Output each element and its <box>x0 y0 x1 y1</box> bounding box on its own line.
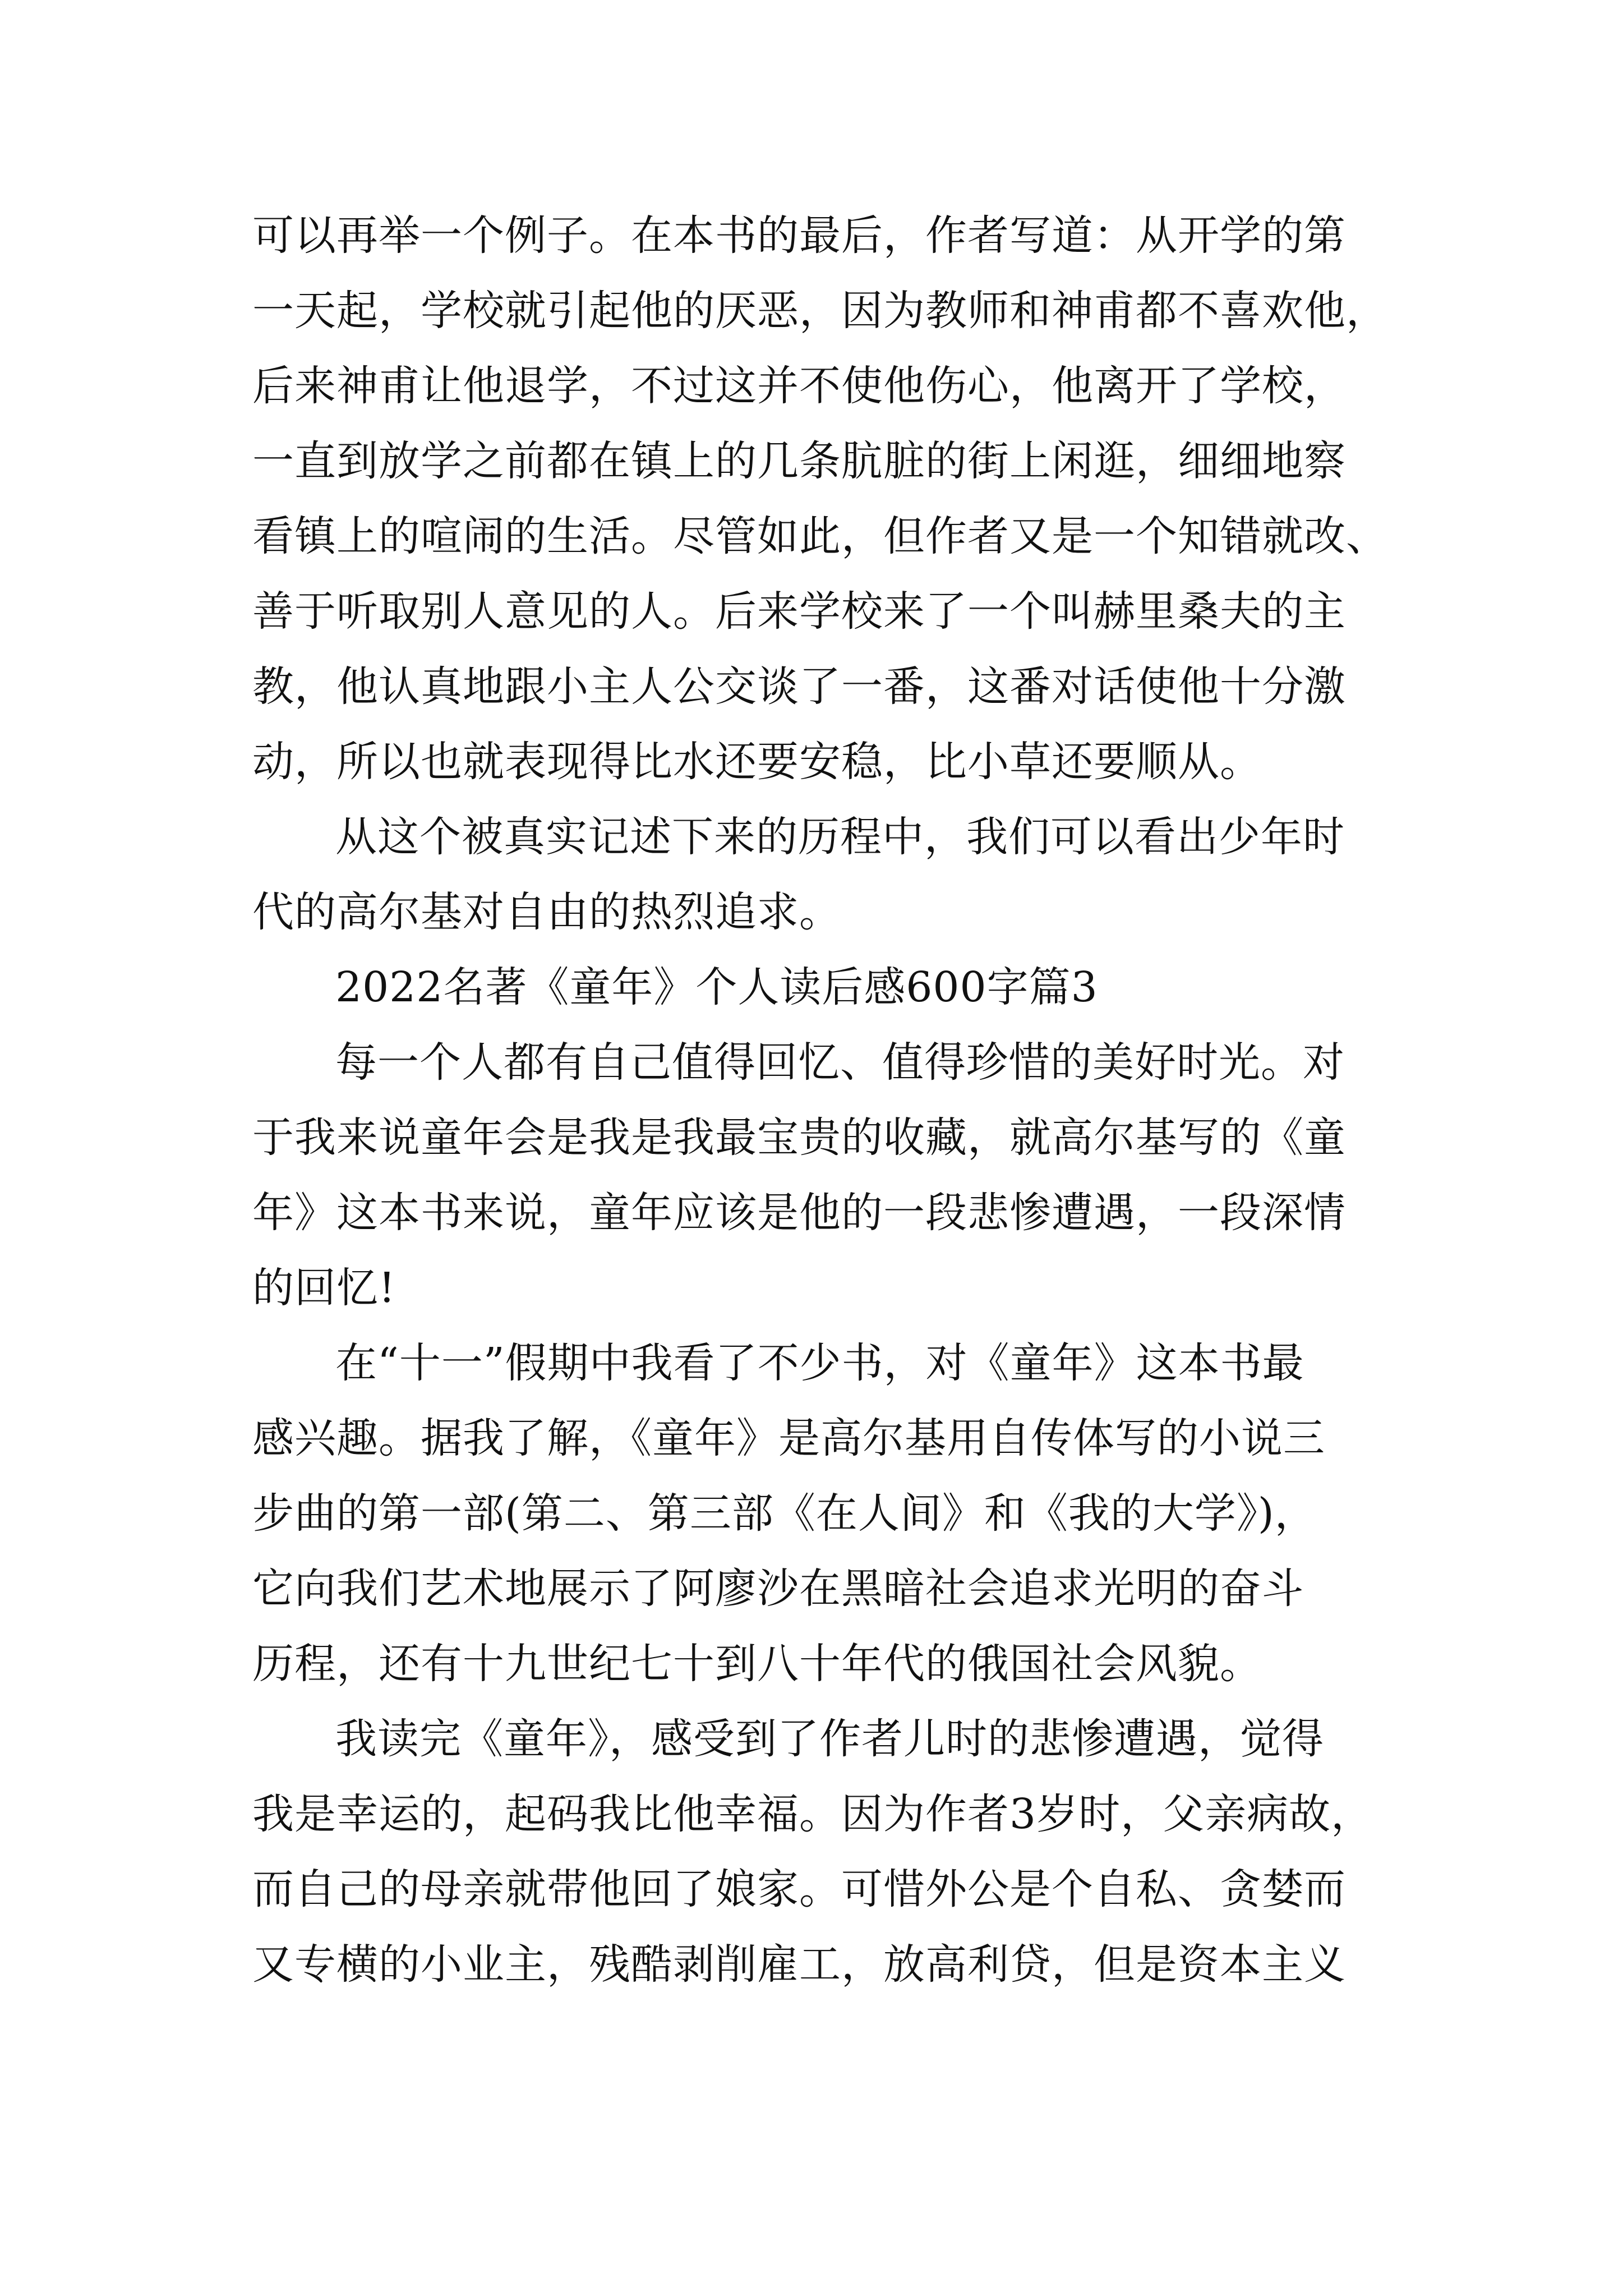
text-line: 后来神甫让他退学，不过这并不使他伤心，他离开了学校， <box>252 362 1346 410</box>
text-line: 教，他认真地跟小主人公交谈了一番，这番对话使他十分激 <box>252 662 1346 711</box>
text-line: 动，所以也就表现得比水还要安稳，比小草还要顺从。 <box>252 738 1262 786</box>
text-line: 的回忆! <box>252 1264 396 1312</box>
text-line: 步曲的第一部(第二、第三部《在人间》和《我的大学》)， <box>252 1489 1317 1538</box>
paragraph-first-line: 每一个人都有自己值得回忆、值得珍惜的美好时光。对 <box>335 1038 1345 1087</box>
text-line: 可以再举一个例子。在本书的最后，作者写道：从开学的第 <box>252 211 1346 260</box>
text-line: 我是幸运的，起码我比他幸福。因为作者3岁时，父亲病故， <box>252 1790 1373 1838</box>
text-line: 它向我们艺术地展示了阿廖沙在黑暗社会追求光明的奋斗 <box>252 1565 1304 1613</box>
text-line: 而自己的母亲就带他回了娘家。可惜外公是个自私、贪婪而 <box>252 1865 1346 1913</box>
section-heading: 2022名著《童年》个人读后感600字篇3 <box>335 963 1098 1011</box>
text-line: 又专横的小业主，残酷剥削雇工，放高利贷，但是资本主义 <box>252 1940 1346 1989</box>
text-line: 于我来说童年会是我是我最宝贵的收藏，就高尔基写的《童 <box>252 1114 1346 1162</box>
text-line: 年》这本书来说，童年应该是他的一段悲惨遭遇，一段深情 <box>252 1189 1346 1237</box>
text-line: 善于听取别人意见的人。后来学校来了一个叫赫里桑夫的主 <box>252 587 1346 636</box>
text-line: 一天起，学校就引起他的厌恶，因为教师和神甫都不喜欢他， <box>252 287 1388 335</box>
text-line: 一直到放学之前都在镇上的几条肮脏的街上闲逛，细细地察 <box>252 437 1346 485</box>
text-line: 代的高尔基对自由的热烈追求。 <box>252 888 841 936</box>
text-line: 感兴趣。据我了解，《童年》是高尔基用自传体写的小说三 <box>252 1414 1325 1462</box>
paragraph-first-line: 从这个被真实记述下来的历程中，我们可以看出少年时 <box>335 813 1345 861</box>
text-line: 看镇上的喧闹的生活。尽管如此，但作者又是一个知错就改、 <box>252 512 1388 560</box>
paragraph-first-line: 在“十一”假期中我看了不少书，对《童年》这本书最 <box>335 1339 1304 1387</box>
paragraph-first-line: 我读完《童年》，感受到了作者儿时的悲惨遭遇，觉得 <box>335 1715 1324 1763</box>
text-line: 历程，还有十九世纪七十到八十年代的俄国社会风貌。 <box>252 1640 1262 1688</box>
